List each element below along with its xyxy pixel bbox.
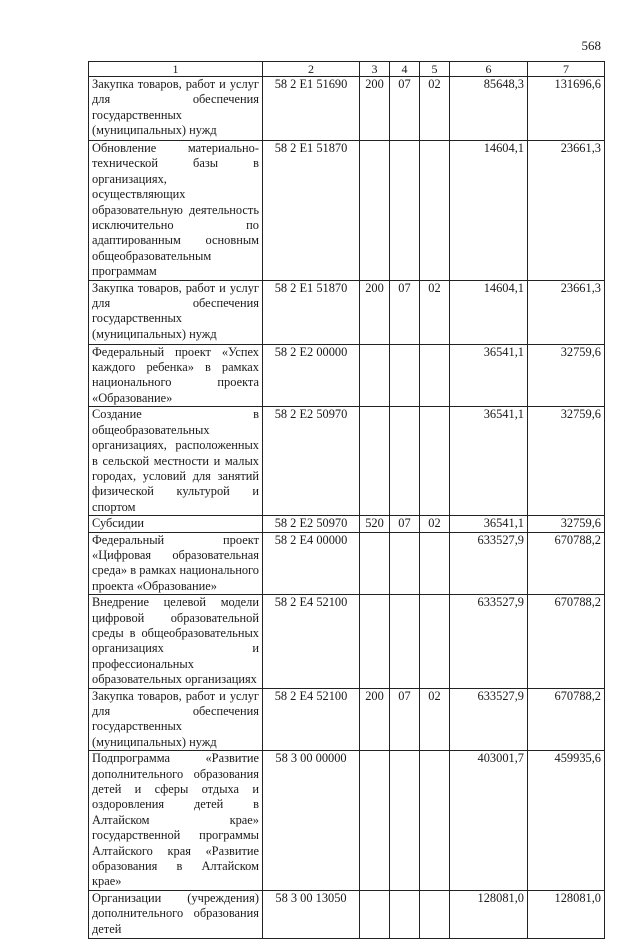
table-header <box>89 62 605 77</box>
expense-type: 200 <box>360 280 390 344</box>
row-name: Закупка товаров, работ и услуг для обеспечения государственных (муниципальных) нужд <box>89 688 263 751</box>
section <box>390 344 420 407</box>
target-code: 58 3 00 13050 <box>263 890 360 938</box>
expense-type <box>360 141 390 281</box>
target-code: 58 3 00 00000 <box>263 751 360 891</box>
table-row <box>89 595 605 688</box>
row-name: Федеральный проект «Успех каждого ребенка» в рамках национального проекта «Образование» <box>89 344 263 407</box>
subsection <box>420 407 450 516</box>
expense-type: 520 <box>360 516 390 532</box>
section: 07 <box>390 516 420 532</box>
table-row <box>89 751 605 891</box>
subsection <box>420 141 450 281</box>
amount-col6: 633527,9 <box>450 532 528 595</box>
expense-type: 200 <box>360 77 390 141</box>
subsection <box>420 890 450 938</box>
table-row <box>89 516 605 532</box>
target-code: 58 2 E4 52100 <box>263 595 360 688</box>
target-code: 58 2 E2 50970 <box>263 516 360 532</box>
row-name: Внедрение целевой модели цифровой образовательной среды в общеобразовательных организациях и профессиональных образовательных организациях <box>89 595 263 688</box>
expense-type <box>360 407 390 516</box>
amount-col6: 633527,9 <box>450 688 528 751</box>
amount-col6: 14604,1 <box>450 280 528 344</box>
subsection: 02 <box>420 516 450 532</box>
table-row <box>89 77 605 141</box>
table-row <box>89 141 605 281</box>
page-number: 568 <box>581 38 601 53</box>
amount-col7: 128081,0 <box>528 890 605 938</box>
table-body <box>89 77 605 939</box>
amount-col6: 403001,7 <box>450 751 528 891</box>
section <box>390 407 420 516</box>
section <box>390 595 420 688</box>
subsection: 02 <box>420 77 450 141</box>
subsection <box>420 532 450 595</box>
section <box>390 141 420 281</box>
subsection: 02 <box>420 688 450 751</box>
row-name: Закупка товаров, работ и услуг для обеспечения государственных (муниципальных) нужд <box>89 77 263 141</box>
target-code: 58 2 E1 51870 <box>263 280 360 344</box>
expense-type: 200 <box>360 688 390 751</box>
column-header-4: 4 <box>390 62 420 77</box>
column-header-6: 6 <box>450 62 528 77</box>
subsection <box>420 595 450 688</box>
amount-col6: 36541,1 <box>450 516 528 532</box>
table-row <box>89 407 605 516</box>
amount-col6: 14604,1 <box>450 141 528 281</box>
section <box>390 751 420 891</box>
column-header-3: 3 <box>360 62 390 77</box>
amount-col6: 36541,1 <box>450 344 528 407</box>
target-code: 58 2 E1 51690 <box>263 77 360 141</box>
table-row <box>89 890 605 938</box>
row-name: Создание в общеобразовательных организациях, расположенных в сельской местности и малых городах, условий для занятий физической культурой и спортом <box>89 407 263 516</box>
table-row <box>89 688 605 751</box>
section <box>390 890 420 938</box>
target-code: 58 2 E4 52100 <box>263 688 360 751</box>
row-name: Федеральный проект «Цифровая образовательная среда» в рамках национального проекта «Образование» <box>89 532 263 595</box>
row-name: Обновление материально-технической базы в организациях, осуществляющих образовательную деятельность исключительно по адаптированным основным общеобразовательным программам <box>89 141 263 281</box>
table-row <box>89 532 605 595</box>
table-row <box>89 344 605 407</box>
section: 07 <box>390 77 420 141</box>
amount-col7: 23661,3 <box>528 280 605 344</box>
amount-col6: 633527,9 <box>450 595 528 688</box>
budget-table <box>88 61 605 939</box>
amount-col6: 36541,1 <box>450 407 528 516</box>
amount-col6: 85648,3 <box>450 77 528 141</box>
amount-col7: 670788,2 <box>528 688 605 751</box>
subsection <box>420 344 450 407</box>
amount-col7: 32759,6 <box>528 407 605 516</box>
row-name: Подпрограмма «Развитие дополнительного образования детей и сферы отдыха и оздоровления детей в Алтайском крае» государственной программы Алтайского края «Развитие образования в Алтайском крае» <box>89 751 263 891</box>
amount-col7: 131696,6 <box>528 77 605 141</box>
target-code: 58 2 E4 00000 <box>263 532 360 595</box>
amount-col7: 670788,2 <box>528 595 605 688</box>
target-code: 58 2 E2 50970 <box>263 407 360 516</box>
amount-col7: 459935,6 <box>528 751 605 891</box>
amount-col7: 23661,3 <box>528 141 605 281</box>
column-header-5: 5 <box>420 62 450 77</box>
column-header-2: 2 <box>263 62 360 77</box>
expense-type <box>360 532 390 595</box>
expense-type <box>360 344 390 407</box>
column-header-1: 1 <box>89 62 263 77</box>
row-name: Субсидии <box>89 516 263 532</box>
table-row <box>89 280 605 344</box>
section: 07 <box>390 688 420 751</box>
column-header-7: 7 <box>528 62 605 77</box>
section: 07 <box>390 280 420 344</box>
amount-col7: 670788,2 <box>528 532 605 595</box>
target-code: 58 2 E1 51870 <box>263 141 360 281</box>
subsection: 02 <box>420 280 450 344</box>
row-name: Организации (учреждения) дополнительного образования детей <box>89 890 263 938</box>
row-name: Закупка товаров, работ и услуг для обеспечения государственных (муниципальных) нужд <box>89 280 263 344</box>
subsection <box>420 751 450 891</box>
expense-type <box>360 751 390 891</box>
target-code: 58 2 E2 00000 <box>263 344 360 407</box>
amount-col6: 128081,0 <box>450 890 528 938</box>
column-number-row <box>89 62 605 77</box>
section <box>390 532 420 595</box>
amount-col7: 32759,6 <box>528 344 605 407</box>
expense-type <box>360 595 390 688</box>
amount-col7: 32759,6 <box>528 516 605 532</box>
expense-type <box>360 890 390 938</box>
